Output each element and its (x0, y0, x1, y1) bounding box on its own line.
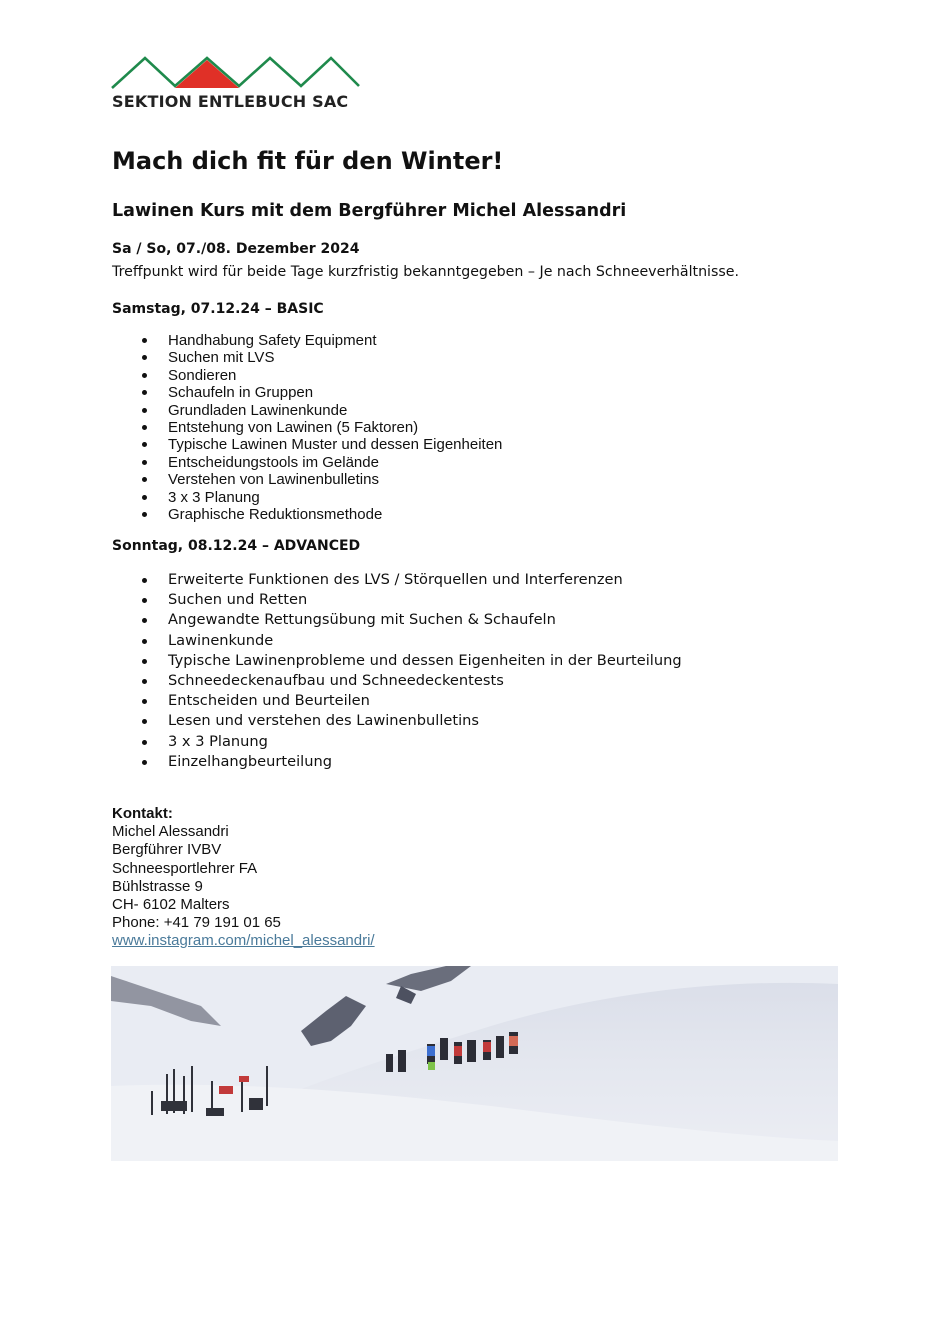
saturday-topic-list (140, 332, 502, 523)
contact-street: Bühlstrasse 9 (112, 877, 203, 895)
sunday-topic-list (140, 570, 682, 772)
contact-label: Kontakt: (112, 805, 173, 822)
logo-text: SEKTION ENTLEBUCH SAC (112, 92, 349, 111)
list-item: Typische Lawinenprobleme und dessen Eigenheiten in der Beurteilung (140, 651, 682, 671)
mountain-logo-icon (110, 52, 362, 92)
contact-role: Bergführer IVBV (112, 841, 222, 859)
list-item: Lesen und verstehen des Lawinenbulletins (140, 711, 682, 731)
instagram-link[interactable]: www.instagram.com/michel_alessandri/ (112, 932, 375, 950)
list-item: Entscheidungstools im Gelände (140, 454, 502, 471)
list-item: Typische Lawinen Muster und dessen Eigenheiten (140, 436, 502, 453)
list-item: Angewandte Rettungsübung mit Suchen & Schaufeln (140, 610, 682, 630)
contact-name: Michel Alessandri (112, 823, 229, 841)
list-item: Erweiterte Funktionen des LVS / Störquellen und Interferenzen (140, 570, 682, 590)
red-peak-icon (175, 60, 239, 88)
contact-phone: Phone: +41 79 191 01 65 (112, 914, 281, 932)
list-item: Verstehen von Lawinenbulletins (140, 471, 502, 488)
mountain-group-photo-icon (111, 966, 838, 1161)
list-item: Entscheiden und Beurteilen (140, 691, 682, 711)
contact-block (112, 805, 375, 951)
list-item: Entstehung von Lawinen (5 Faktoren) (140, 419, 502, 436)
list-item: 3 x 3 Planung (140, 732, 682, 752)
club-logo (110, 52, 362, 114)
meeting-point-note: Treffpunkt wird für beide Tage kurzfristig bekanntgegeben – Je nach Schneeverhältnisse. (112, 264, 740, 280)
course-subtitle: Lawinen Kurs mit dem Bergführer Michel Alessandri (112, 201, 627, 221)
sunday-heading: Sonntag, 08.12.24 – ADVANCED (112, 538, 361, 554)
page-title: Mach dich fit für den Winter! (112, 147, 504, 175)
list-item: Lawinenkunde (140, 631, 682, 651)
snow-slope-photo (111, 966, 838, 1161)
list-item: Sondieren (140, 367, 502, 384)
saturday-heading: Samstag, 07.12.24 – BASIC (112, 301, 324, 317)
course-date: Sa / So, 07./08. Dezember 2024 (112, 241, 360, 257)
contact-qualification: Schneesportlehrer FA (112, 859, 258, 877)
list-item: Grundladen Lawinenkunde (140, 402, 502, 419)
list-item: Suchen und Retten (140, 590, 682, 610)
list-item: Handhabung Safety Equipment (140, 332, 502, 349)
list-item: Einzelhangbeurteilung (140, 752, 682, 772)
list-item: Schaufeln in Gruppen (140, 384, 502, 401)
mountain-outline-icon (112, 58, 359, 88)
list-item: Graphische Reduktionsmethode (140, 506, 502, 523)
list-item: Schneedeckenaufbau und Schneedeckentests (140, 671, 682, 691)
contact-city: CH- 6102 Malters (112, 895, 230, 913)
list-item: Suchen mit LVS (140, 349, 502, 366)
list-item: 3 x 3 Planung (140, 489, 502, 506)
